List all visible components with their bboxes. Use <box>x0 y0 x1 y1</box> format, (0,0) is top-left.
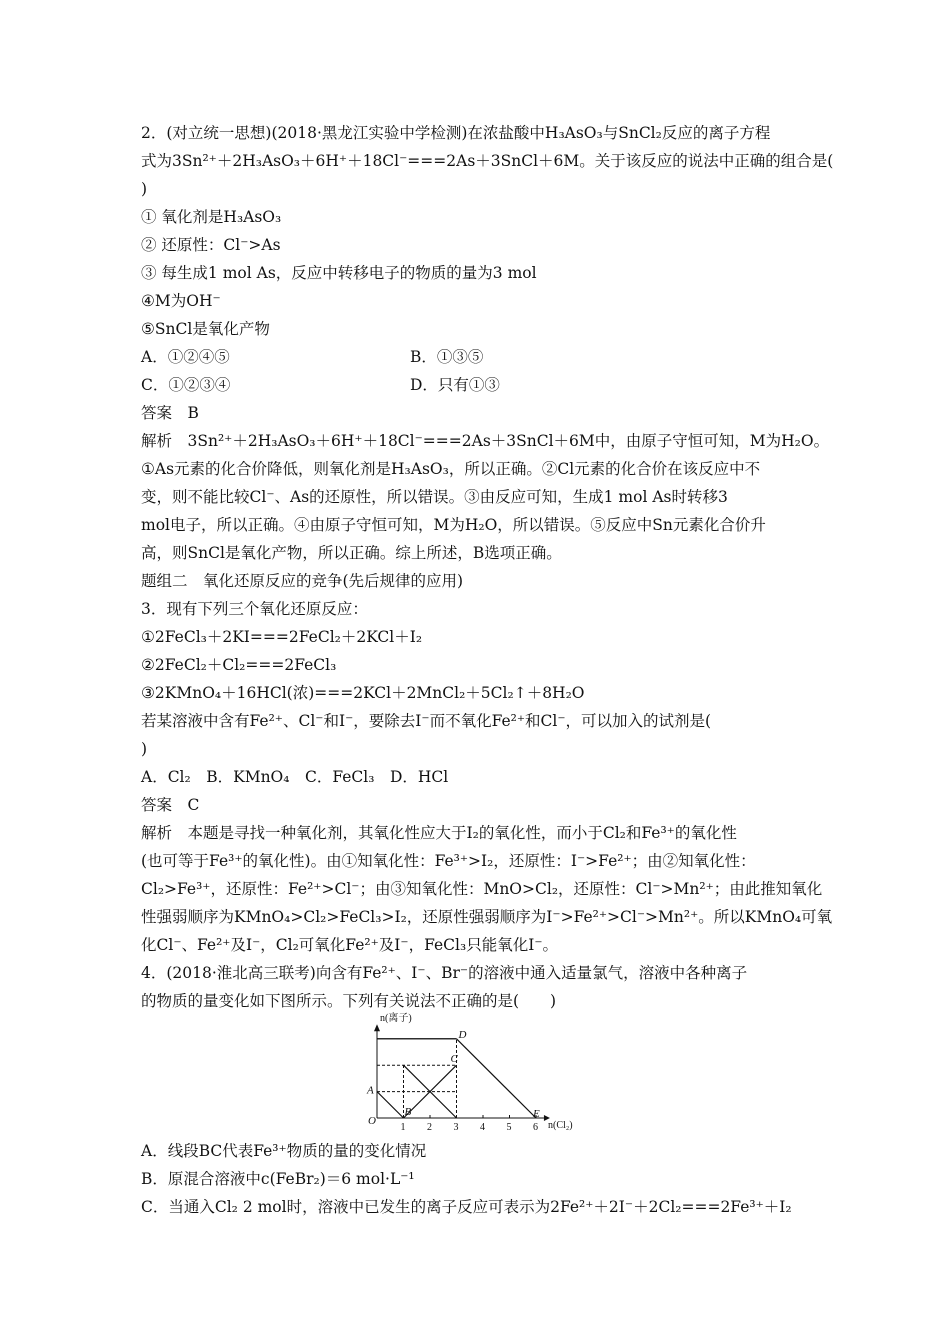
x-tick-label: 3 <box>453 1122 459 1132</box>
text-line: 2．(对立统一思想)(2018·黑龙江实验中学检测)在浓盐酸中H₃AsO₃与SnCl₂反应的离子方程 <box>141 124 771 142</box>
text-line: ) <box>141 180 148 198</box>
text-line: ② 还原性：Cl⁻>As <box>141 236 281 254</box>
x-tick-label: 2 <box>427 1122 432 1132</box>
text-line: 3．现有下列三个氧化还原反应： <box>141 600 368 618</box>
answer-line: 答案 C <box>141 796 200 814</box>
point-label-d: D <box>458 1028 467 1041</box>
text-line: ①2FeCl₃＋2KI===2FeCl₂＋2KCl＋I₂ <box>141 628 423 646</box>
text-line: ②2FeCl₂＋Cl₂===2FeCl₃ <box>141 656 337 674</box>
point-label-c: C <box>450 1053 458 1066</box>
option-b: B．①③⑤ <box>410 348 484 366</box>
x-tick-labels <box>401 1122 539 1132</box>
text-line: A．线段BC代表Fe³⁺物质的量的变化情况 <box>141 1142 427 1160</box>
text-line: ① 氧化剂是H₃AsO₃ <box>141 208 282 226</box>
text-line: (也可等于Fe³⁺的氧化性)。由①知氧化性：Fe³⁺>I₂，还原性：I⁻>Fe²⁺；由②知氧化性： <box>141 852 756 870</box>
origin-label: O <box>368 1115 376 1127</box>
point-label-a: A <box>367 1084 374 1097</box>
ion-amount-chart <box>350 1010 580 1132</box>
text-line: 高，则SnCl是氧化产物，所以正确。综上所述，B选项正确。 <box>141 544 562 562</box>
option-c: C．①②③④ <box>141 376 231 394</box>
text-line: 若某溶液中含有Fe²⁺、Cl⁻和I⁻，要除去I⁻而不氧化Fe²⁺和Cl⁻，可以加入的试剂是( <box>141 712 712 730</box>
y-axis-label: n(离子) <box>380 1013 412 1024</box>
text-line: ③2KMnO₄＋16HCl(浓)===2KCl＋2MnCl₂＋5Cl₂↑＋8H₂O <box>141 684 585 702</box>
x-tick-label: 5 <box>506 1122 512 1132</box>
text-line: 化Cl⁻、Fe²⁺及I⁻，Cl₂可氧化Fe²⁺及I⁻，FeCl₃只能氧化I⁻。 <box>141 936 559 954</box>
text-line: ⑤SnCl是氧化产物 <box>141 320 270 338</box>
y-axis-arrow <box>374 1024 380 1031</box>
point-label-e: E <box>533 1108 540 1120</box>
text-line: ①As元素的化合价降低，则氧化剂是H₃AsO₃，所以正确。②Cl元素的化合价在该反应中不 <box>141 460 761 478</box>
text-line: 4．(2018·淮北高三联考)向含有Fe²⁺、I⁻、Br⁻的溶液中通入适量氯气，溶液中各种离子 <box>141 964 748 982</box>
series-segment <box>377 1092 404 1118</box>
text-line: B．原混合溶液中c(FeBr₂)＝6 mol·L⁻¹ <box>141 1170 415 1188</box>
x-tick-label: 6 <box>533 1122 538 1132</box>
option-d: D．只有①③ <box>410 376 500 394</box>
text-line: 的物质的量变化如下图所示。下列有关说法不正确的是( ) <box>141 992 557 1010</box>
option-a: A．①②④⑤ <box>141 348 230 366</box>
text-line: C．当通入Cl₂ 2 mol时，溶液中已发生的离子反应可表示为2Fe²⁺＋2I⁻＋2Cl₂===2Fe³⁺＋I₂ <box>141 1198 792 1216</box>
text-line: 性强弱顺序为KMnO₄>Cl₂>FeCl₃>I₂，还原性强弱顺序为I⁻>Fe²⁺>Cl⁻>Mn²⁺。所以KMnO₄可氧 <box>141 908 833 926</box>
x-tick-label: 1 <box>400 1122 406 1132</box>
text-line: ④M为OH⁻ <box>141 292 221 310</box>
text-line: 变，则不能比较Cl⁻、As的还原性，所以错误。③由反应可知，生成1 mol As时转移3 <box>141 488 728 506</box>
text-line: 解析 3Sn²⁺＋2H₃AsO₃＋6H⁺＋18Cl⁻===2As＋3SnCl＋6M中，由原子守恒可知，M为H₂O。 <box>141 432 830 450</box>
point-label-b: B <box>404 1106 412 1118</box>
text-line: 式为3Sn²⁺＋2H₃AsO₃＋6H⁺＋18Cl⁻===2As＋3SnCl＋6M。关于该反应的说法中正确的组合是( <box>141 152 834 170</box>
text-line: A．Cl₂ B．KMnO₄ C．FeCl₃ D．HCl <box>141 768 449 786</box>
answer-line: 答案 B <box>141 404 199 422</box>
text-line: ) <box>141 740 148 758</box>
text-line: 解析 本题是寻找一种氧化剂，其氧化性应大于I₂的氧化性，而小于Cl₂和Fe³⁺的氧化性 <box>141 824 737 842</box>
x-axis-label: n(Cl₂) <box>548 1120 573 1131</box>
text-line: Cl₂>Fe³⁺，还原性：Fe²⁺>Cl⁻；由③知氧化性：MnO>Cl₂，还原性：Cl⁻>Mn²⁺；由此推知氧化 <box>141 880 823 898</box>
x-tick-label: 4 <box>480 1122 485 1132</box>
section-heading: 题组二 氧化还原反应的竞争(先后规律的应用) <box>141 572 464 590</box>
text-line: ③ 每生成1 mol As，反应中转移电子的物质的量为3 mol <box>141 264 537 282</box>
series-segment <box>457 1039 537 1118</box>
text-line: mol电子，所以正确。④由原子守恒可知，M为H₂O，所以错误。⑤反应中Sn元素化合价升 <box>141 516 766 534</box>
